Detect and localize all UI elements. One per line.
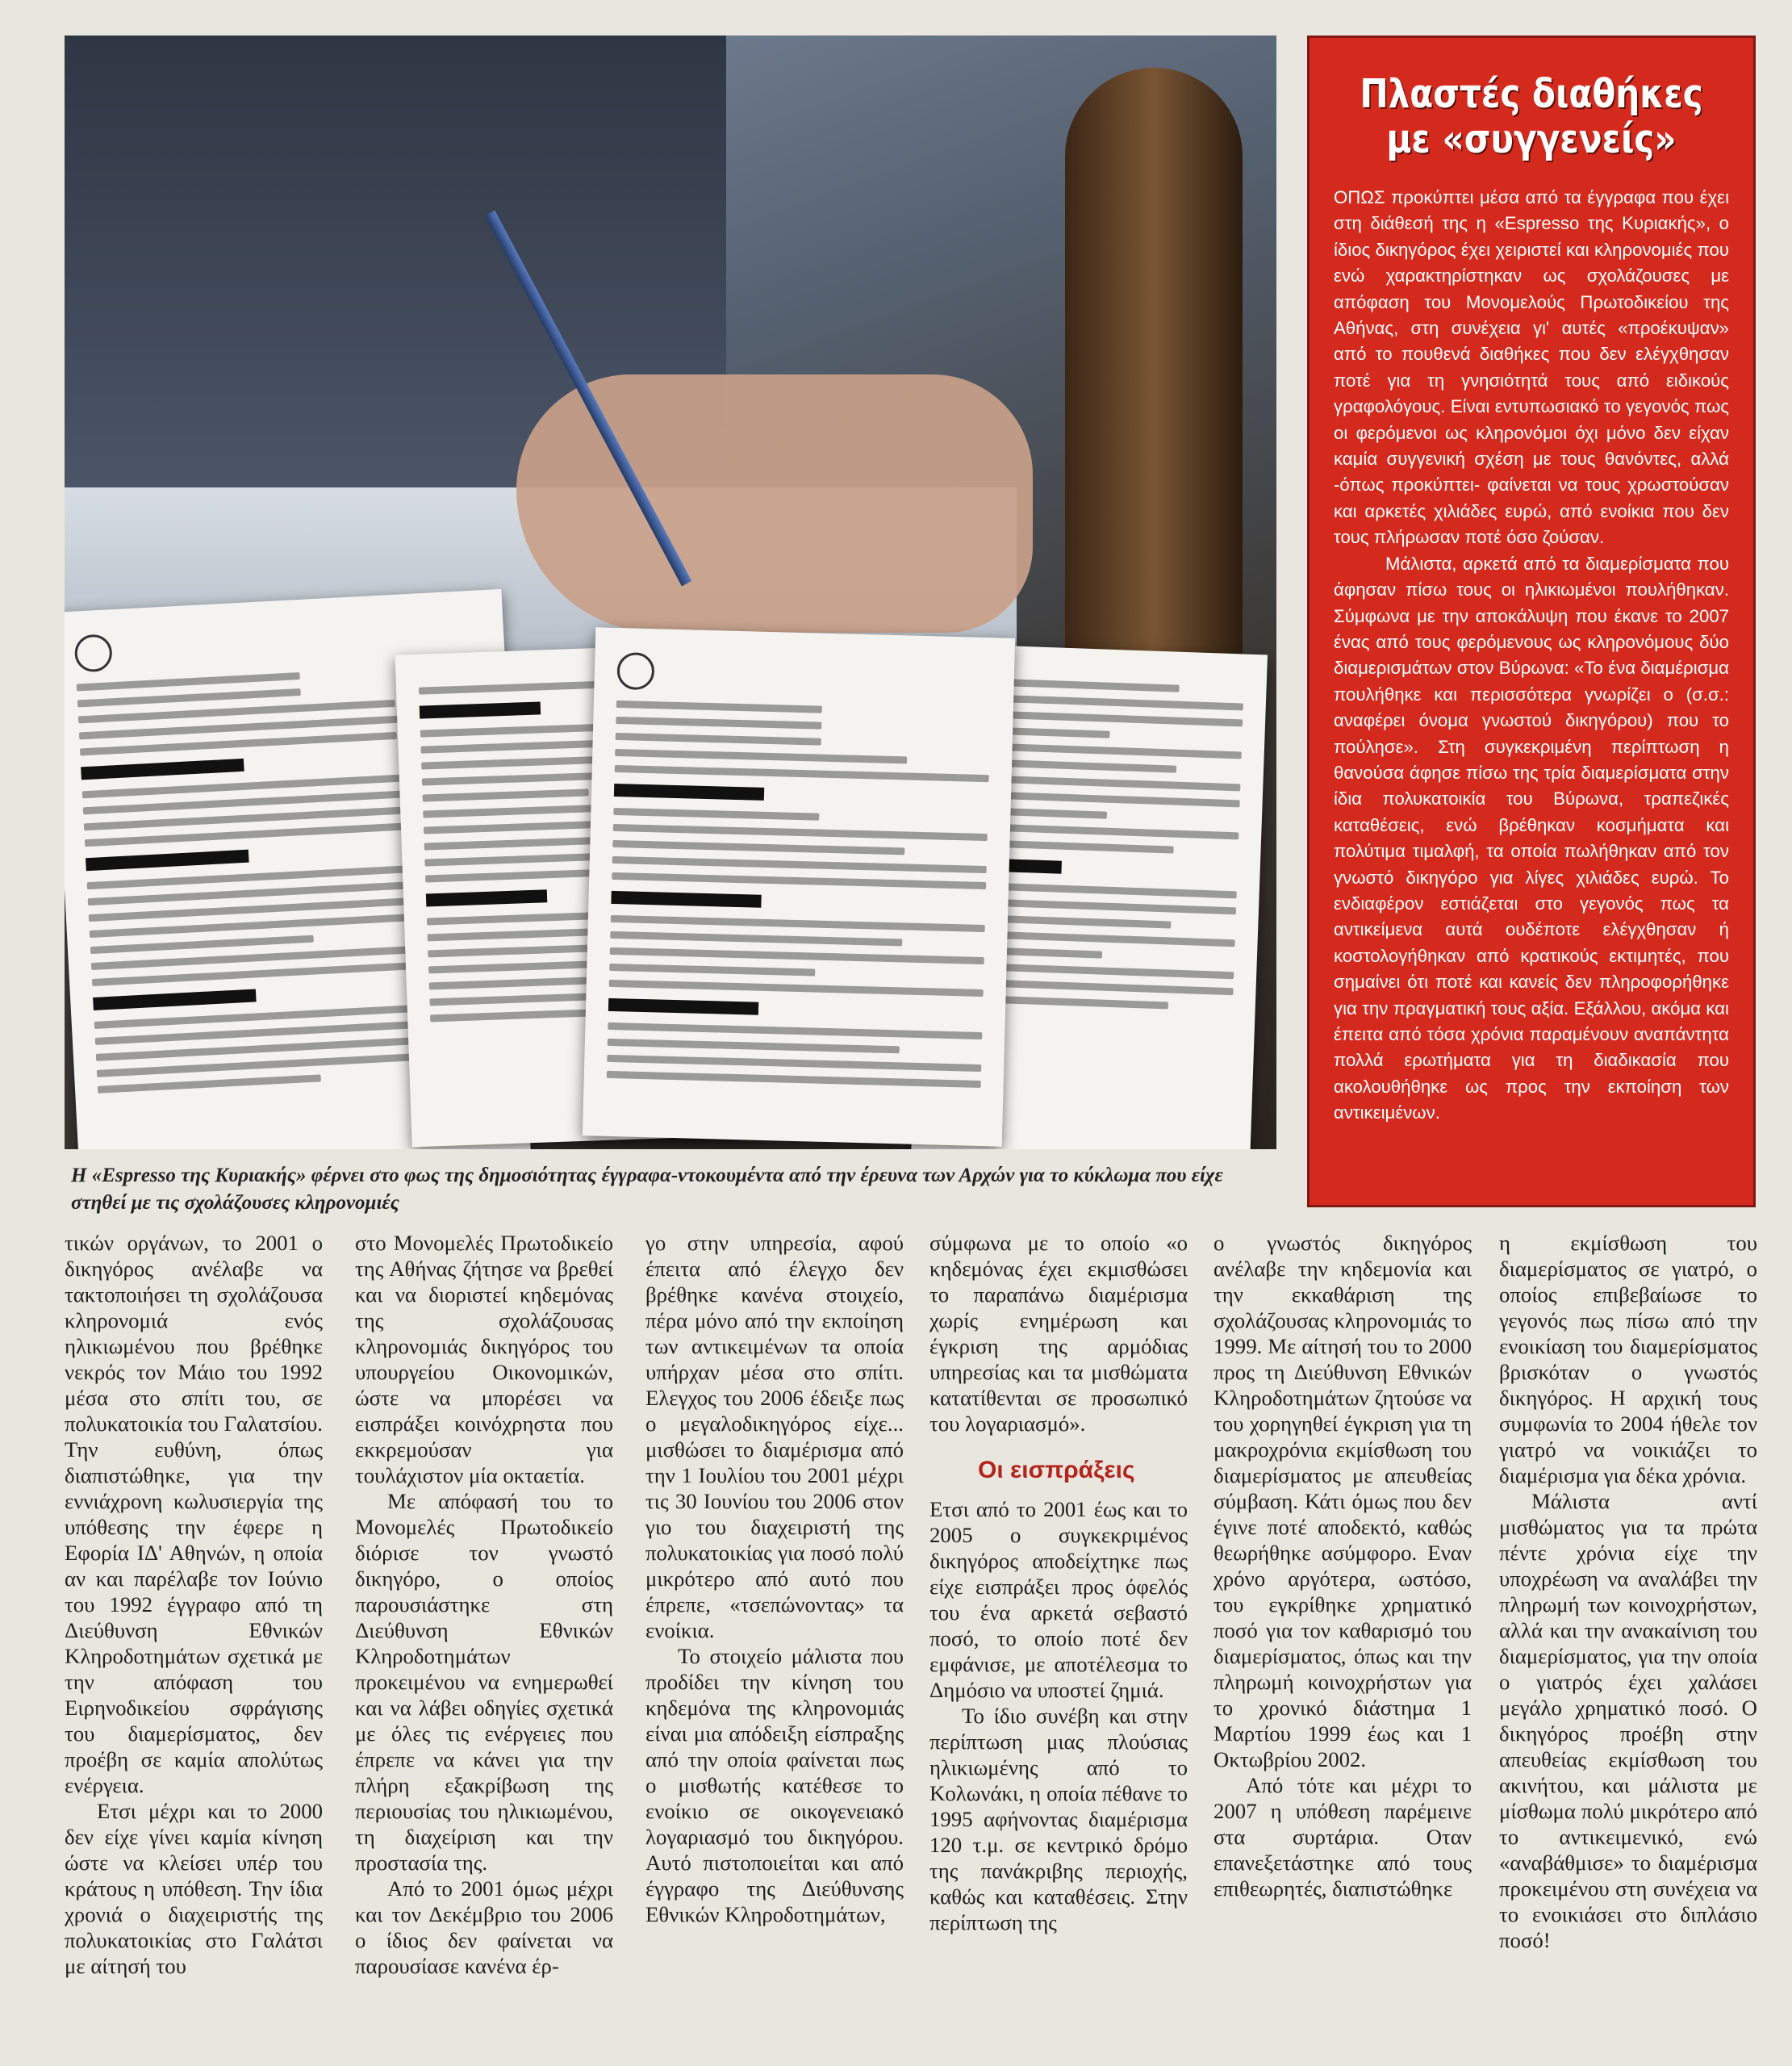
greek-emblem-icon	[74, 634, 113, 672]
article-paragraph: Ετσι μέχρι και το 2000 δεν είχε γίνει καμία κίνηση ώστε να κλείσει υπέρ του κράτους η υπόθεση. Την ίδια χρονιά ο διαχειριστής της πολυκατοικίας στο Γαλάτσι με αίτησή του	[65, 1799, 323, 1978]
article-paragraph: η εκμίσθωση του διαμερίσματος σε γιατρό, ο οποίος επιβεβαίωσε το γεγονός πως πίσω από την ενοικίαση του διαμερίσματος βρισκόταν ο γνωστός δικηγόρος. Η αρχική τους συμφωνία το 2004 ήθελε τον γιατρό να νοικιάζει το διαμέρισμα για δέκα χρόνια.	[1499, 1231, 1757, 1487]
article-column-3	[645, 1230, 904, 2045]
sidebar-title-line-1: Πλαστές διαθήκες	[1360, 71, 1703, 117]
article-paragraph: Το ίδιο συνέβη και στην περίπτωση μιας πλούσιας ηλικιωμένης από το Κολωνάκι, η οποία πέθανε το 1995 αφήνοντας διαμέρισμα 120 τ.μ. σε κεντρικό δρόμο της πανάκριβης περιοχής, καθώς και καταθέσεις. Στην περίπτωση της	[929, 1704, 1188, 1934]
article-paragraph: Ετσι από το 2001 έως και το 2005 ο συγκεκριμένος δικηγόρος αποδείχτηκε πως είχε εισπράξει προς όφελός του ένα αρκετά σεβαστό ποσό, το οποίο ποτέ δεν εμφάνισε, με αποτέλεσμα το Δημόσιο να υποστεί ζημιά.	[929, 1497, 1188, 1702]
article-column-2	[355, 1230, 613, 2045]
sidebar-box	[1307, 36, 1756, 1207]
article-paragraph: γο στην υπηρεσία, αφού έπειτα από έλεγχο δεν βρέθηκε κανένα στοιχείο, πέρα μόνο από την εκποίηση των αντικειμένων τα οποία υπήρχαν μέσα στο σπίτι. Ελεγχος του 2006 έδειξε πως ο μεγαλοδικηγόρος είχε... μισθώσει το διαμέρισμα από την 1 Ιουλίου του 2001 μέχρι τις 30 Ιουνίου του 2006 στον γιο του διαχειριστή της πολυκατοικίας για ποσό πολύ μικρότερο από αυτό που έπρεπε, «τσεπώνοντας» τα ενοίκια.	[645, 1231, 904, 1642]
photo-caption: Η «Espresso της Κυριακής» φέρνει στο φως της δημοσιότητας έγγραφα-ντοκουμέντα από την έρευνα των Αρχών για το κύκλωμα που είχε στηθεί με τις σχολάζουσες κληρονομιές	[71, 1165, 1223, 1214]
article-paragraph: Από τότε και μέχρι το 2007 η υπόθεση παρέμεινε στα συρτάρια. Οταν επανεξετάστηκε από τους επιθεωρητές, διαπιστώθηκε	[1213, 1773, 1472, 1901]
article-column-4	[929, 1230, 1188, 2045]
article-column-1	[65, 1230, 323, 2045]
article-paragraph: τικών οργάνων, το 2001 ο δικηγόρος ανέλαβε να τακτοποιήσει τη σχολάζουσα κληρονομιά ενός ηλικιωμένου που βρέθηκε νεκρός τον Μάιο του 1992 μέσα στο σπίτι του, σε πολυκατοικία του Γαλατσίου. Την ευθύνη, όπως διαπιστώθηκε, για την εννιάχρονη κωλυσιεργία της υπόθεσης την έφερε η Εφορία ΙΔ' Αθηνών, η οποία αν και παρέλαβε τον Ιούνιο του 1992 έγγραφο από τη Διεύθυνση Εθνικών Κληροδοτημάτων σχετικά με την απόφαση του Ειρηνοδικείου σφράγισης του διαμερίσματος, δεν προέβη σε καμία απολύτως ενέργεια.	[65, 1231, 323, 1797]
article-paragraph: σύμφωνα με το οποίο «ο κηδεμόνας έχει εκμισθώσει το παραπάνω διαμέρισμα χωρίς ενημέρωση και έγκριση της αρμόδιας υπηρεσίας και τα μισθώματα κατατίθενται σε προσωπικό του λογαριασμό».	[929, 1231, 1188, 1436]
article-photo	[65, 36, 1276, 1149]
article-column-6	[1499, 1230, 1757, 2045]
sidebar-body	[1310, 185, 1753, 1127]
article-subheading: Οι εισπράξεις	[978, 1457, 1135, 1483]
greek-emblem-icon	[616, 652, 654, 690]
sidebar-paragraph: Μάλιστα, αρκετά από τα διαμερίσματα που άφησαν πίσω τους οι ηλικιωμένοι πουλήθηκαν. Σύμφωνα με την αποκάλυψη που έκανε το 2007 ένας από τους φερόμενους ως κληρονόμους δύο διαμερισμάτων στον Βύρωνα: «Το ένα διαμέρισμα πουλήθηκε και περισσότερα γνωρίζει ο (σ.σ.: αναφέρει όνομα γνωστού δικηγόρου) που το πούλησε». Στη συγκεκριμένη περίπτωση η θανούσα άφησε πίσω της τρία διαμερίσματα στην ίδια πολυκατοικία του Βύρωνα, τραπεζικές καταθέσεις, ενώ βρέθηκαν κοσμήματα και πολύτιμα τιμαλφή, τα οποία πωλήθηκαν από τον γνωστό δικηγόρο για λίγες χιλιάδες ευρώ. Το ενδιαφέρον εστιάζεται στο γεγονός πως τα αντικείμενα αυτά ουδέποτε ελέγχθησαν ή κοστολογήθηκαν από κρατικούς εκτιμητές, που σημαίνει ότι ποτέ και κανείς δεν πληροφορήθηκε για την πραγματική τους αξία. Εξάλλου, ακόμα και έπειτα από τόσα χρόνια παραμένουν αναπάντητα πολλά ερωτήματα για τη διαδικασία που ακολουθήθηκε ως προς την εκποίηση των αντικειμένων.	[1334, 553, 1729, 1123]
sidebar-title-line-2: με «συγγενείς»	[1386, 116, 1677, 162]
sidebar-paragraph: ΟΠΩΣ προκύπτει μέσα από τα έγγραφα που έχει στη διάθεσή της η «Espresso της Κυριακής», ο ίδιος δικηγόρος έχει χειριστεί και κληρονομιές που ενώ χαρακτηρίστηκαν ως σχολάζουσες με απόφαση του Μονομελούς Πρωτοδικείου της Αθήνας, στη συνέχεια γι' αυτές «προέκυψαν» από το πουθενά διαθήκες που δεν ελέγχθησαν ποτέ για τη γνησιότητά τους από ειδικούς γραφολόγους. Είναι εντυπωσιακό το γεγονός πως οι φερόμενοι ως κληρονόμοι όχι μόνο δεν είχαν καμία συγγενική σχέση με τους θανόντες, αλλά -όπως προκύπτει- φαίνεται να τους χρωστούσαν και αρκετές χιλιάδες ευρώ, από ενοίκια που δεν τους πλήρωσαν ποτέ όσο ζούσαν.	[1334, 187, 1729, 548]
article-body	[55, 1230, 1765, 2045]
article-paragraph: ο γνωστός δικηγόρος ανέλαβε την κηδεμονία και την εκκαθάριση της σχολάζουσας κληρονομιάς το 1999. Με αίτησή του το 2000 προς τη Διεύθυνση Εθνικών Κληροδοτημάτων ζητούσε να του χορηγηθεί έγκριση για τη μακροχρόνια εκμίσθωση του διαμερίσματος με απευθείας σύμβαση. Κάτι όμως που δεν έγινε ποτέ αποδεκτό, καθώς θεωρήθηκε ασύμφορο. Εναν χρόνο αργότερα, ωστόσο, του εγκρίθηκε χρηματικό ποσό για τον καθαρισμό του διαμερίσματος, όπως και την πληρωμή κοινοχρήστων για το χρονικό διάστημα 1 Μαρτίου 1999 έως και 1 Οκτωβρίου 2002.	[1213, 1231, 1472, 1771]
sidebar-title	[1341, 72, 1723, 162]
article-paragraph: Από το 2001 όμως μέχρι και τον Δεκέμβριο του 2006 ο ίδιος δεν φαίνεται να παρουσίασε κανένα έρ-	[355, 1876, 613, 1978]
article-paragraph: Μάλιστα αντί μισθώματος για τα πρώτα πέντε χρόνια είχε την υποχρέωση να αναλάβει την πληρωμή των κοινοχρήστων, αλλά και την ανακαίνιση του διαμερίσματος, για την οποία ο γιατρός έχει χαλάσει μεγάλο χρηματικό ποσό. Ο δικηγόρος προέβη στην απευθείας εκμίσθωση του ακινήτου, και μάλιστα με μίσθωμα πολύ μικρότερο από το αντικειμενικό, ενώ «αναβάθμισε» το διαμέρισμα προκειμένου στη συνέχεια να το ενοικιάσει στο διπλάσιο ποσό!	[1499, 1489, 1757, 1952]
article-column-5	[1213, 1230, 1472, 2045]
article-paragraph: στο Μονομελές Πρωτοδικείο της Αθήνας ζήτησε να βρεθεί και να διοριστεί κηδεμόνας της σχολάζουσας κληρονομιάς δικηγόρος του υπουργείου Οικονομικών, ώστε να μπορέσει να εισπράξει κοινόχρηστα που εκκρεμούσαν για τουλάχιστον μία οκταετία.	[355, 1231, 613, 1487]
document-scan-3	[583, 627, 1015, 1146]
article-paragraph: Με απόφασή του το Μονομελές Πρωτοδικείο διόρισε τον γνωστό δικηγόρο, ο οποίος παρουσιάστηκε στη Διεύθυνση Εθνικών Κληροδοτημάτων προκειμένου να ενημερωθεί και να λάβει οδηγίες σχετικά με όλες τις ενέργειες που έπρεπε να κάνει για την πλήρη εξακρίβωση της περιουσίας του ηλικιωμένου, τη διαχείριση και την προστασία της.	[355, 1489, 613, 1875]
article-paragraph: Το στοιχείο μάλιστα που προδίδει την κίνηση του κηδεμόνα της κληρονομιάς είναι μια απόδειξη είσπραξης από την οποία φαίνεται πως ο μισθωτής κατέθεσε το ενοίκιο σε οικογενειακό λογαριασμό του δικηγόρου. Αυτό πιστοποιείται και από έγγραφο της Διεύθυνσης Εθνικών Κληροδοτημάτων,	[645, 1644, 904, 1926]
